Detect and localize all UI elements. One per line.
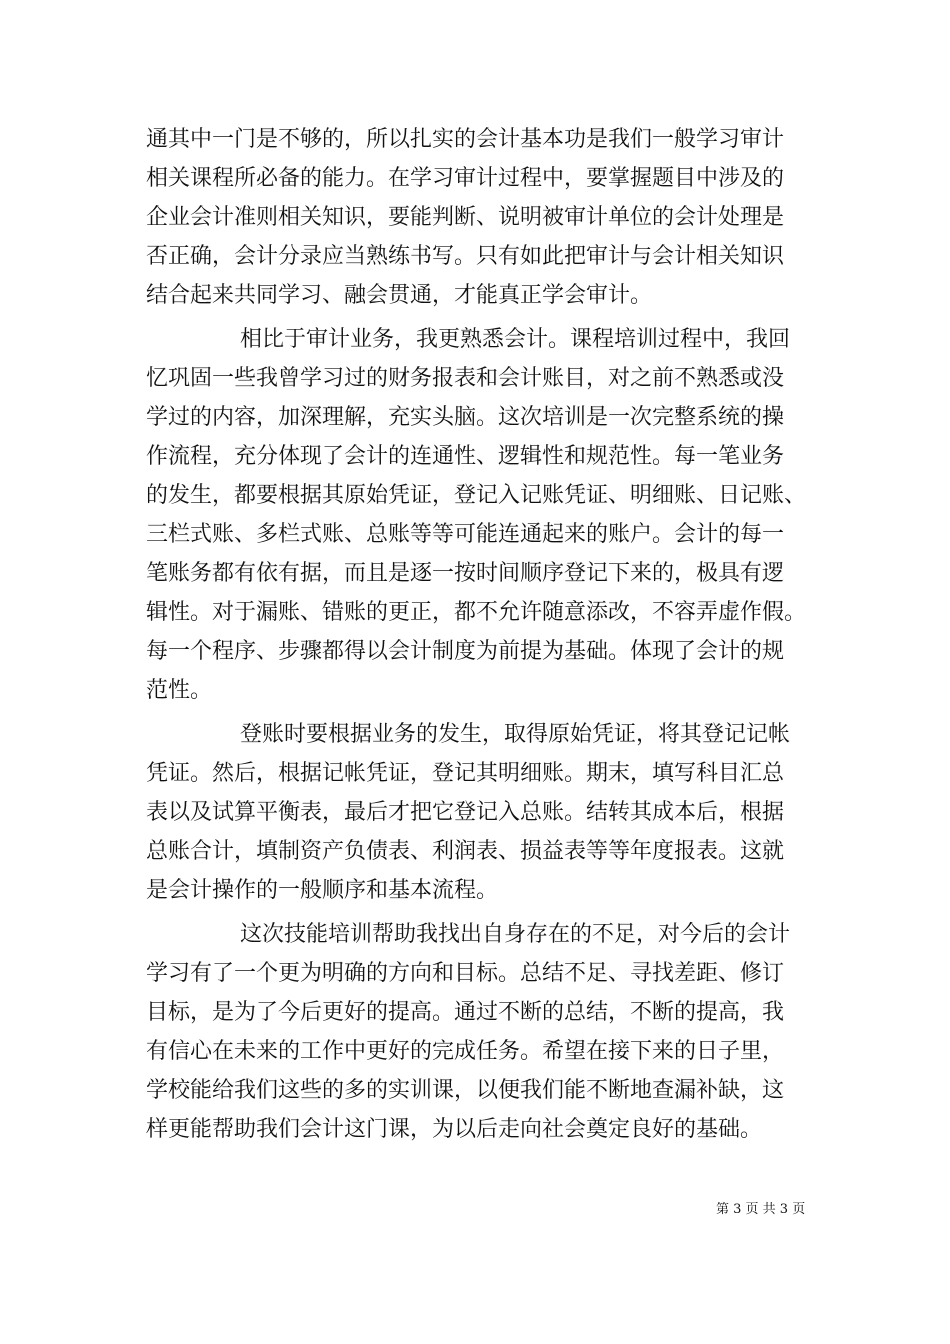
text-line: 相比于审计业务，我更熟悉会计。课程培训过程中，我回 [240,327,791,352]
text-line: 表以及试算平衡表，最后才把它登记入总账。结转其成本后，根据 [146,800,785,825]
text-line: 是会计操作的一般顺序和基本流程。 [146,878,499,903]
text-line: 作流程，充分体现了会计的连通性、逻辑性和规范性。每一笔业务 [146,444,785,469]
text-line: 登账时要根据业务的发生，取得原始凭证，将其登记记帐 [240,722,791,747]
text-line: 学过的内容，加深理解，充实头脑。这次培训是一次完整系统的操 [146,405,785,430]
text-line: 范性。 [146,678,213,703]
text-line: 相关课程所必备的能力。在学习审计过程中，要掌握题目中涉及的 [146,166,785,191]
paragraph-3 [146,715,810,910]
text-line: 企业会计准则相关知识，要能判断、说明被审计单位的会计处理是 [146,205,785,230]
text-line: 辑性。对于漏账、错账的更正，都不允许随意添改，不容弄虚作假。 [146,600,807,625]
paragraph-1 [146,120,810,315]
text-line: 每一个程序、步骤都得以会计制度为前提为基础。体现了会计的规 [146,639,785,664]
text-line: 的发生，都要根据其原始凭证，登记入记账凭证、明细账、日记账、 [146,483,807,508]
text-line: 样更能帮助我们会计这门课，为以后走向社会奠定良好的基础。 [146,1117,763,1142]
text-line: 结合起来共同学习、融会贯通，才能真正学会审计。 [146,283,653,308]
paragraph-2 [146,320,810,710]
text-line: 忆巩固一些我曾学习过的财务报表和会计账目，对之前不熟悉或没 [146,366,785,391]
text-line: 通其中一门是不够的，所以扎实的会计基本功是我们一般学习审计 [146,127,785,152]
text-line: 总账合计，填制资产负债表、利润表、损益表等等年度报表。这就 [146,839,785,864]
text-line: 学习有了一个更为明确的方向和目标。总结不足、寻找差距、修订 [146,961,785,986]
text-line: 笔账务都有依有据，而且是逐一按时间顺序登记下来的，极具有逻 [146,561,785,586]
text-line: 否正确，会计分录应当熟练书写。只有如此把审计与会计相关知识 [146,244,785,269]
paragraph-4 [146,915,810,1149]
text-line: 学校能给我们这些的多的实训课，以便我们能不断地查漏补缺，这 [146,1078,785,1103]
text-line: 这次技能培训帮助我找出自身存在的不足，对今后的会计 [240,922,791,947]
document-body [146,120,810,1149]
text-line: 有信心在未来的工作中更好的完成任务。希望在接下来的日子里， [146,1039,785,1064]
text-line: 目标，是为了今后更好的提高。通过不断的总结，不断的提高，我 [146,1000,785,1025]
text-line: 三栏式账、多栏式账、总账等等可能连通起来的账户。会计的每一 [146,522,785,547]
text-line: 凭证。然后，根据记帐凭证，登记其明细账。期末，填写科目汇总 [146,761,785,786]
page-number-footer: 第 3 页 共 3 页 [716,1202,806,1217]
